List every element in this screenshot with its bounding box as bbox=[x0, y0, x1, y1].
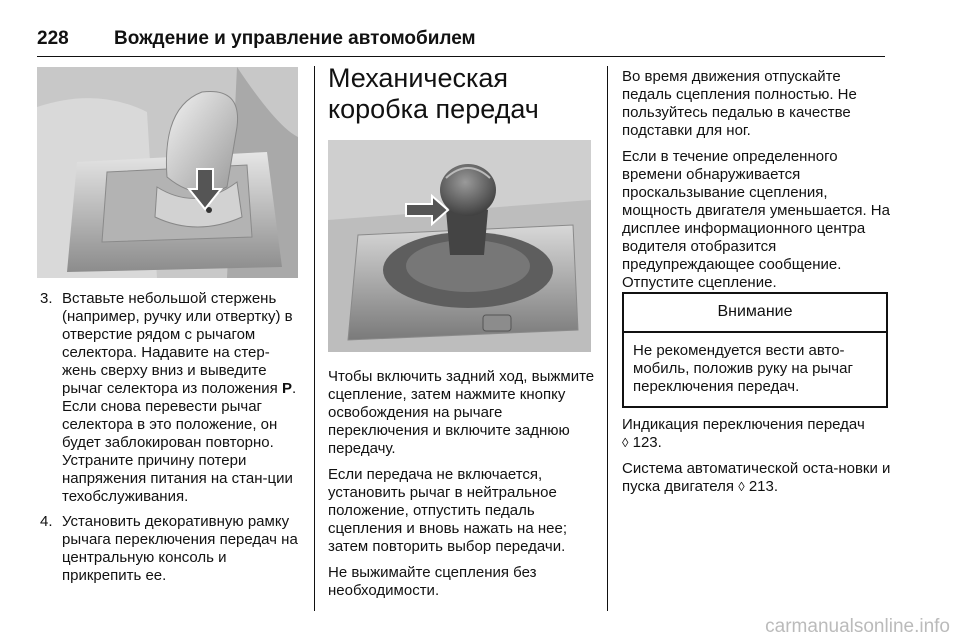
paragraph: Чтобы включить задний ход, выжмите сцепление, затем нажмите кнопку освобождения на рычаге переключения и включите заднюю передачу. bbox=[328, 368, 595, 457]
notice-box bbox=[622, 292, 888, 408]
manual-gearbox-text bbox=[328, 368, 598, 608]
step-number: 3. bbox=[40, 290, 53, 307]
step-number: 4. bbox=[40, 513, 53, 530]
reference-page: 123. bbox=[632, 434, 662, 451]
step-text: Установить декоративную рамку рычага переключения передач на центральную консоль и прикрепить ее. bbox=[62, 513, 298, 584]
notice-heading: Внимание bbox=[624, 294, 886, 333]
procedure-steps bbox=[40, 290, 302, 592]
notice-body: Не рекомендуется вести авто-мобиль, положив руку на рычаг переключения передач. bbox=[633, 342, 853, 395]
paragraph: Не выжимайте сцепления без необходимости. bbox=[328, 564, 537, 599]
gear-selector-photo-icon bbox=[37, 67, 298, 278]
reference-arrow-icon: ◊ bbox=[738, 479, 745, 494]
running-title: Вождение и управление автомобилем bbox=[114, 28, 476, 49]
reference-page: 213. bbox=[748, 478, 779, 495]
manual-gear-lever-photo-icon bbox=[328, 140, 591, 352]
page-number: 228 bbox=[37, 28, 69, 49]
paragraph: Если в течение определенного времени обнаруживается проскальзывание сцепления, мощность двигателя уменьшается. На дисплее информационного центра водителя отобразится предупреждающее сообщение. Отпустите сцепление. bbox=[622, 148, 890, 291]
cross-reference[interactable]: Индикация переключения передач ◊ 123. bbox=[622, 416, 865, 451]
cross-references bbox=[622, 416, 892, 504]
column-divider bbox=[314, 66, 315, 611]
cross-reference[interactable]: Система автоматической оста-новки и пуска двигателя ◊ 213. bbox=[622, 460, 891, 495]
list-item bbox=[40, 513, 302, 585]
column-divider bbox=[607, 66, 608, 611]
gear-position: P bbox=[281, 380, 292, 397]
reference-arrow-icon: ◊ bbox=[622, 435, 629, 450]
step-text: Вставьте небольшой стержень (например, ручку или отвертку) в отверстие рядом с рычагом селектора. Надавите на стер-жень сверху вниз и выведите рычаг селектора из положения P. Если снова перевести рычаг селектора в это положение, он будет заблокирован повторно. Устраните причину потери напряжения питания на стан-ции техобслуживания. bbox=[62, 290, 297, 505]
paragraph: Если передача не включается, установить рычаг в нейтральное положение, отпустить педаль сцепления и вновь нажать на нее; затем повторить выбор передачи. bbox=[328, 466, 567, 555]
section-title: Механическая коробка передач bbox=[328, 63, 539, 124]
watermark: carmanualsonline.info bbox=[765, 616, 950, 637]
clutch-text bbox=[622, 68, 892, 300]
list-item bbox=[40, 290, 302, 506]
paragraph: Во время движения отпускайте педаль сцепления полностью. Не пользуйтесь педалью в качестве подставки для ног. bbox=[622, 68, 857, 139]
page-header bbox=[37, 24, 885, 57]
